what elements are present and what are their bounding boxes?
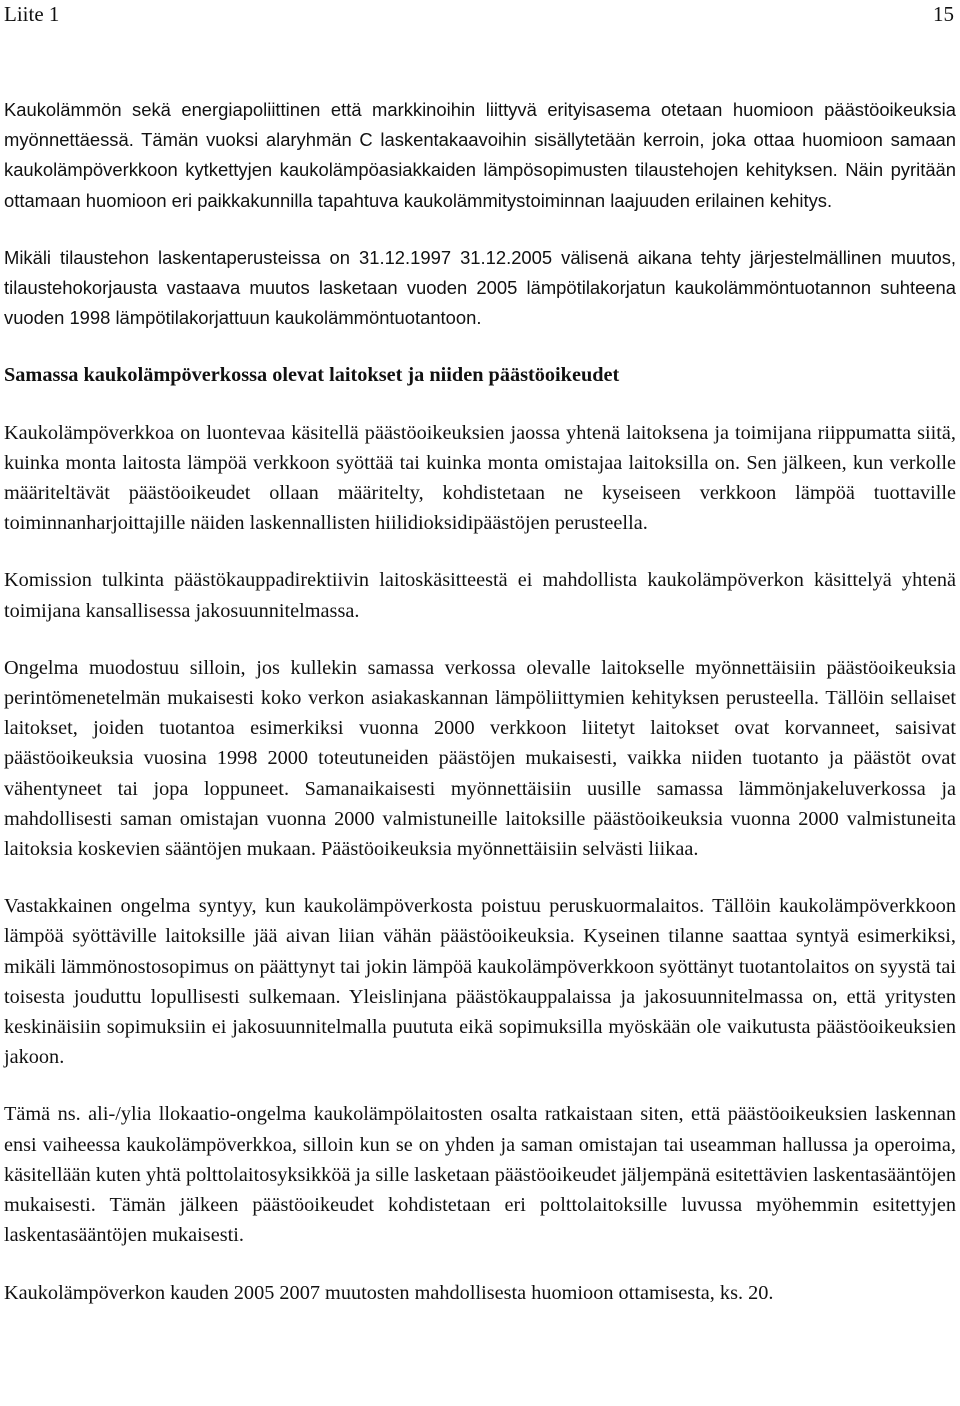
intro-paragraph-1: Kaukolämmön sekä energiapoliittinen että markkinoihin liittyvä erityisasema otetaan huomioon päästöoikeuksia myönnettäessä. Tämän vuoksi alaryhmän C laskentakaavoihin sisällytetään kerroin, joka ottaa huomioon samaan kaukolämpöverkkoon kytkettyjen kaukolämpöasiakkaiden lämpösopimusten tilaustehojen kehityksen. Näin pyritään ottamaan huomioon eri paikkakunnilla tapahtuva kaukolämmitystoiminnan laajuuden erilainen kehitys. bbox=[4, 99, 956, 211]
section-paragraph-6: Kaukolämpöverkon kauden 2005 2007 muutosten mahdollisesta huomioon ottamisesta, ks. 20. bbox=[4, 1281, 774, 1304]
section-heading: Samassa kaukolämpöverkossa olevat laitokset ja niiden päästöoikeudet bbox=[4, 364, 620, 387]
section-paragraph-4: Vastakkainen ongelma syntyy, kun kaukolämpöverkosta poistuu peruskuormalaitos. Tällöin kaukolämpöverkkoon lämpöä syöttäville laitoksille jää aivan liian vähän päästöoikeuksia. Kyseinen tilanne saattaa syntyä esimerkiksi, mikäli lämmönostosopimus on päättynyt tai jokin lämpöä kaukolämpöverkkoon syöttänyt tuotantolaitos on syystä tai toisesta jouduttu lopullisesti sulkemaan. Yleislinjana päästökauppalaissa ja jakosuunnitelmassa on, että yritysten keskinäisiin sopimuksiin ei jakosuunnitelmalla puututa eikä sopimuksilla myöskään ole vaikutusta päästöoikeuksien jakoon. bbox=[4, 895, 956, 1069]
document-body bbox=[4, 95, 956, 1308]
intro-paragraph-2: Mikäli tilaustehon laskentaperusteissa on 31.12.1997 31.12.2005 välisenä aikana tehty järjestelmällinen muutos, tilaustehokorjausta vastaava muutos lasketaan vuoden 2005 lämpötilakorjatun kaukolämmöntuotannon suhteena vuoden 1998 lämpötilakorjattuun kaukolämmöntuotantoon. bbox=[4, 246, 956, 329]
section-paragraph-5: Tämä ns. ali-/ylia llokaatio-ongelma kaukolämpölaitosten osalta ratkaistaan siten, että päästöoikeuksien laskennan ensi vaiheessa kaukolämpöverkkoa, silloin kun se on yhden ja saman omistajan tai useamman hallussa ja operoima, käsitellään kuten yhtä polttolaitosyksikköä ja sille lasketaan päästöoikeudet jäljempänä esitettävien laskentasääntöjen mukaisesti. Tämän jälkeen päästöoikeudet kohdistetaan eri polttolaitoksille luvussa myöhemmin esitettyjen laskentasääntöjen mukaisesti. bbox=[4, 1103, 956, 1247]
section-paragraph-2: Komission tulkinta päästökauppadirektiivin laitoskäsitteestä ei mahdollista kaukolämpöverkon käsittelyä yhtenä toimijana kansallisessa jakosuunnitelmassa. bbox=[4, 569, 956, 622]
section-paragraph-3: Ongelma muodostuu silloin, jos kullekin samassa verkossa olevalle laitokselle myönnettäisiin päästöoikeuksia perintömenetelmän mukaisesti koko verkon asiakaskannan lämpöliittymien kehityksen perusteella. Tällöin sellaiset laitokset, joiden tuotantoa esimerkiksi vuonna 2000 verkkoon liitetyt laitokset ovat korvanneet, saisivat päästöoikeuksia vuosina 1998 2000 toteutuneiden päästöjen mukaisesti, vaikka niiden tuotanto ja päästöt ovat vähentyneet tai jopa loppuneet. Samanaikaisesti myönnettäisiin uusille samassa lämmönjakeluverkossa ja mahdollisesti saman omistajan vuonna 2000 valmistuneille laitoksille päästöoikeuksia vuonna 2000 valmistuneita laitoksia koskevien sääntöjen mukaan. Päästöoikeuksia myönnettäisiin selvästi liikaa. bbox=[4, 656, 956, 861]
page-header bbox=[0, 0, 960, 28]
section-paragraph-1: Kaukolämpöverkkoa on luontevaa käsitellä päästöoikeuksien jaossa yhtenä laitoksena ja toimijana riippumatta siitä, kuinka monta laitosta lämpöä verkkoon syöttää tai kuinka monta omistajaa laitoksilla on. Sen jälkeen, kun verkolle määriteltävät päästöoikeudet ollaan määritelty, kohdistetaan ne kyseiseen verkkoon lämpöä tuottaville toiminnanharjoittajille näiden laskennallisten hiilidioksidipäästöjen perusteella. bbox=[4, 421, 956, 535]
appendix-label: Liite 1 bbox=[4, 2, 60, 26]
page-number: 15 bbox=[933, 2, 954, 26]
